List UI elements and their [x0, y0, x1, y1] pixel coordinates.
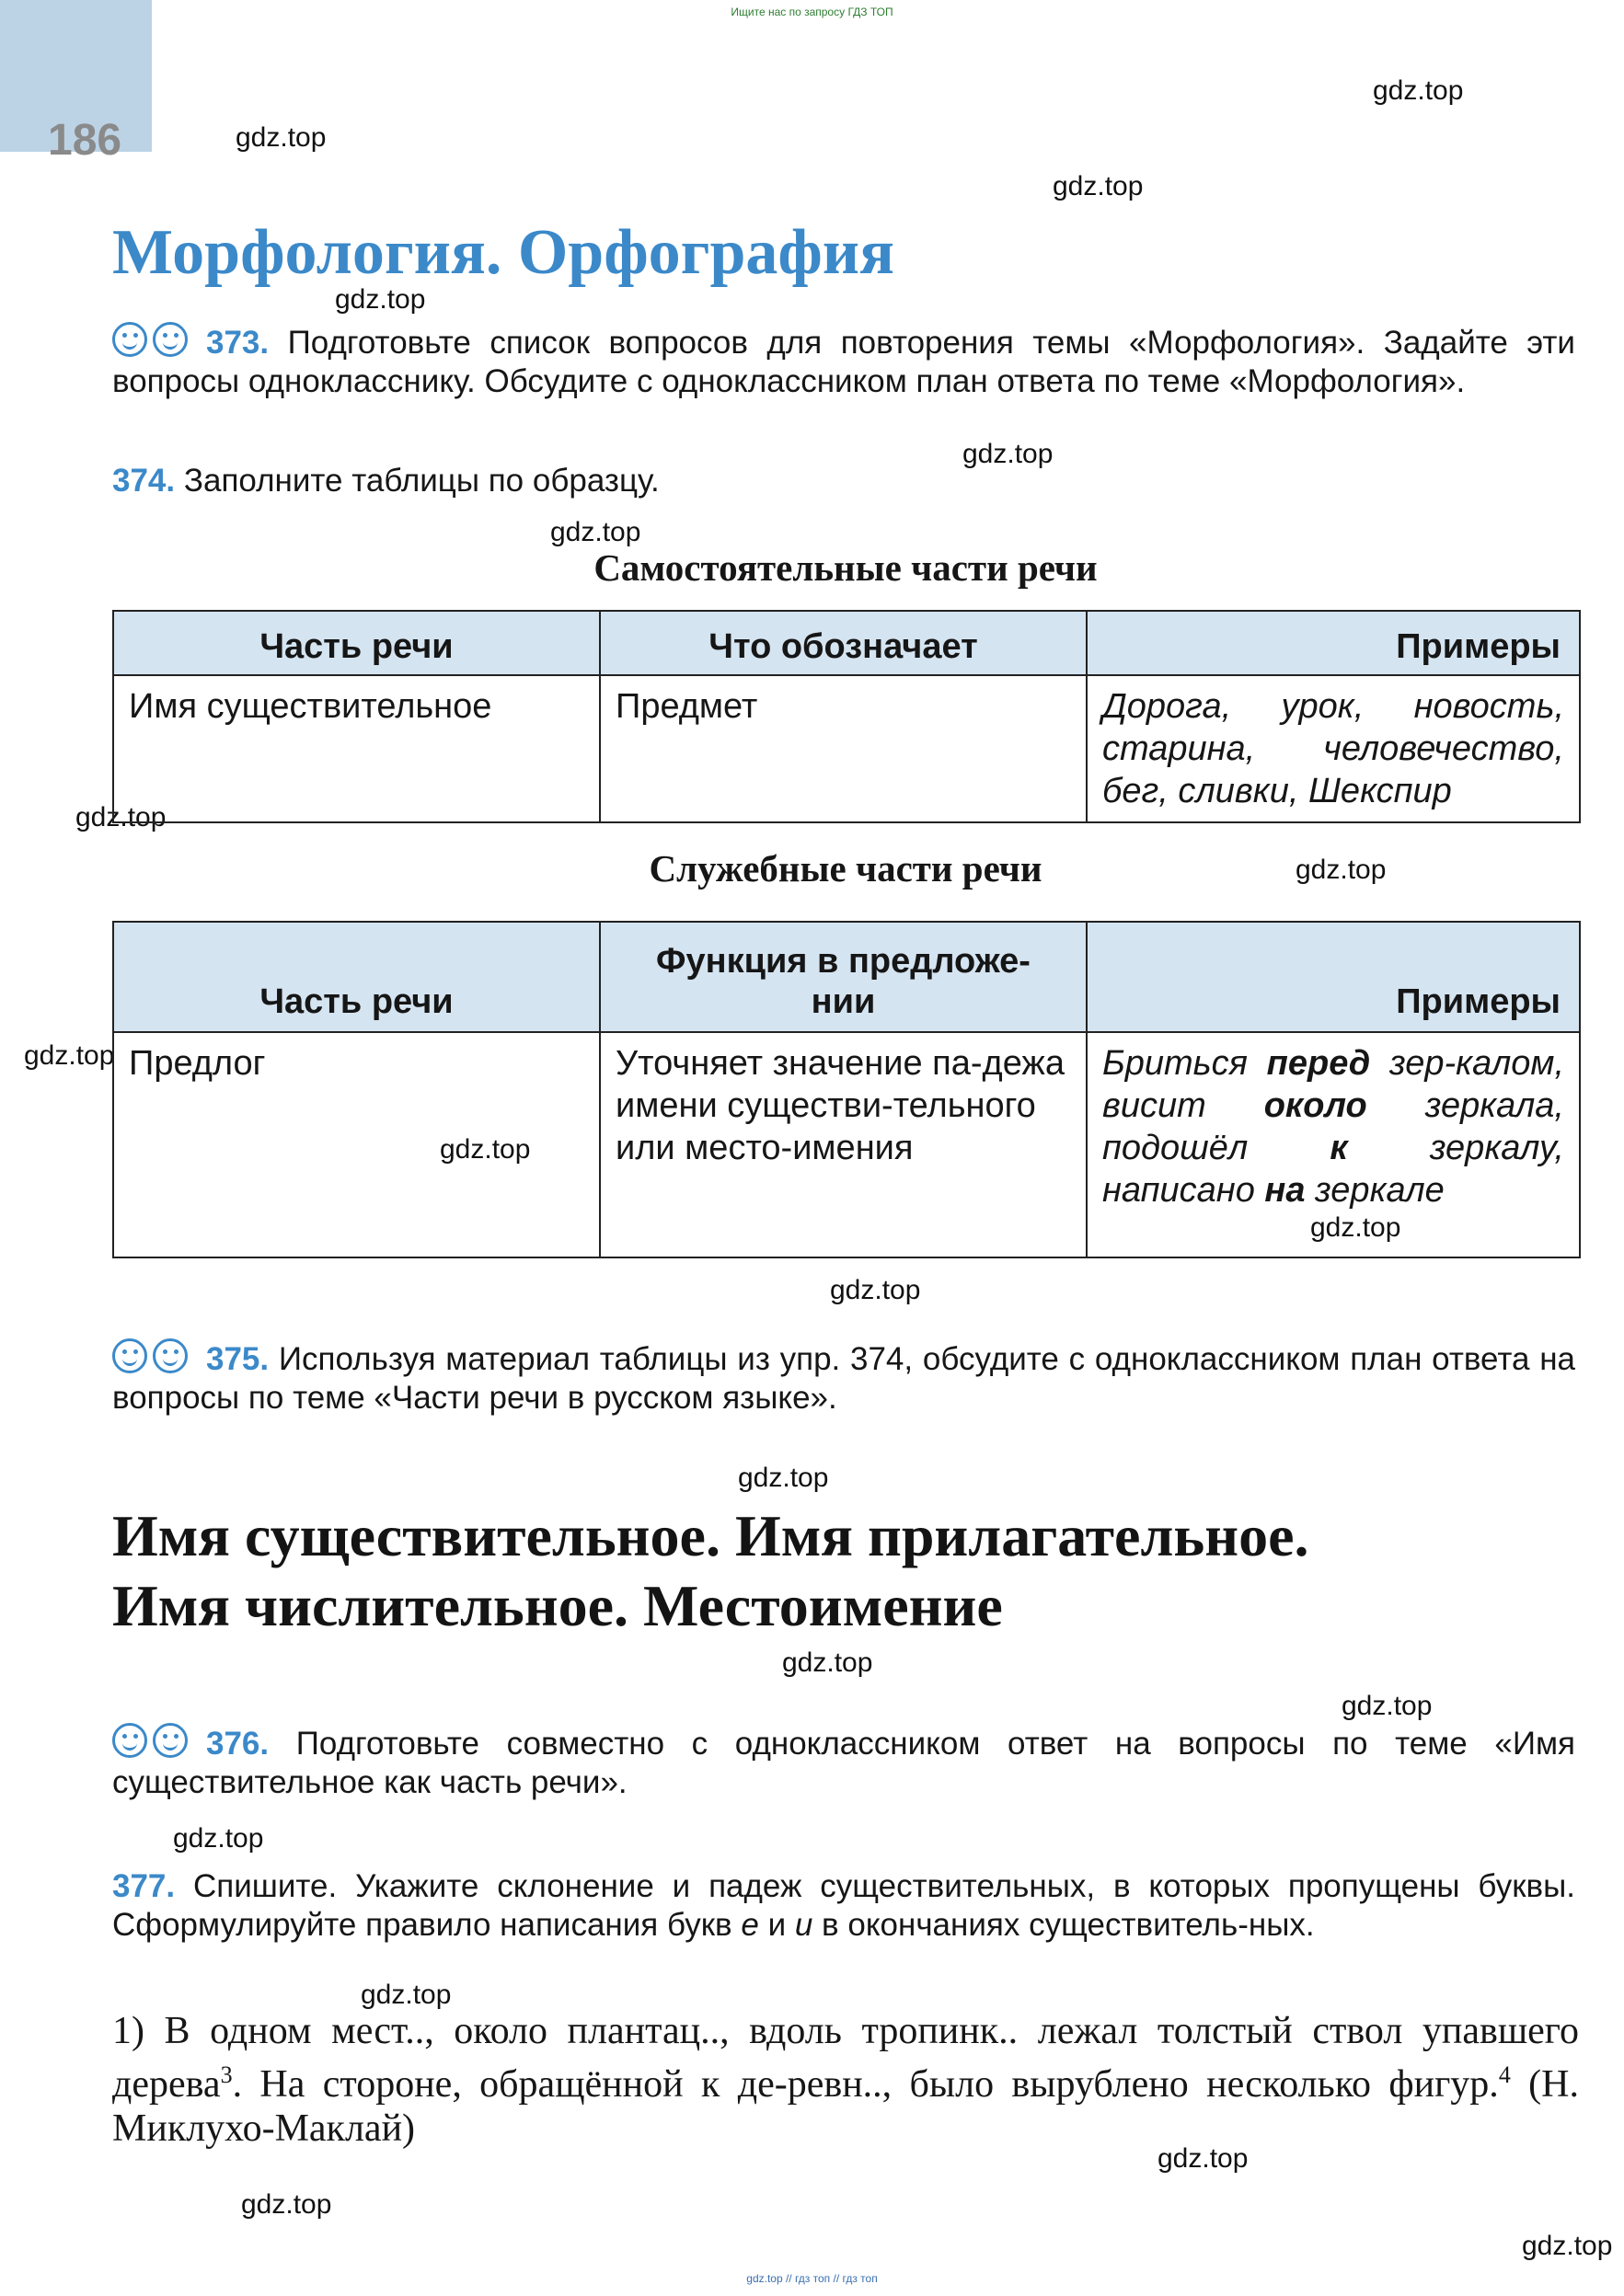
- passage-author: (Н. Миклухо-Маклай): [112, 2063, 1579, 2150]
- column-header: Примеры: [1087, 922, 1580, 1032]
- preposition-highlight: на: [1264, 1171, 1306, 1210]
- exercise-376: [112, 1723, 1575, 1802]
- watermark: gdz.top: [241, 2189, 332, 2220]
- exercise-375: [112, 1338, 1575, 1418]
- column-header: Часть речи: [113, 922, 600, 1032]
- table-cell: Уточняет значение па-дежа имени существи-тельного или место-имения: [600, 1032, 1087, 1257]
- section-title-nouns: [112, 1501, 1579, 1641]
- table-independent-parts: [112, 610, 1581, 823]
- watermark: gdz.top: [173, 1823, 264, 1854]
- exercise-373: [112, 322, 1575, 401]
- watermark: gdz.top: [236, 122, 327, 153]
- example-text: Бриться: [1102, 1044, 1267, 1083]
- pair-work-icon: [112, 1723, 188, 1758]
- table2-caption: Служебные части речи: [649, 847, 1042, 890]
- passage-1: [112, 2009, 1579, 2151]
- exercise-number: 373.: [206, 325, 270, 361]
- watermark: gdz.top: [1342, 1691, 1433, 1721]
- watermark: gdz.top: [738, 1463, 829, 1493]
- watermark: gdz.top: [782, 1647, 873, 1678]
- watermark: gdz.top: [1522, 2231, 1613, 2261]
- watermark: gdz.top: [1373, 75, 1464, 106]
- exercise-text: Заполните таблицы по образцу.: [183, 463, 660, 499]
- column-header: Функция в предложе-нии: [600, 922, 1087, 1032]
- table-cell: Дорога, урок, новость, старина, человечество, бег, сливки, Шекспир: [1087, 675, 1580, 822]
- table-auxiliary-parts: [112, 921, 1581, 1258]
- example-text: зеркала, подошёл: [1102, 1086, 1564, 1167]
- pair-work-icon: [112, 322, 188, 357]
- table-cell: Предлог: [113, 1032, 600, 1257]
- table1-caption: Самостоятельные части речи: [593, 546, 1098, 589]
- footnote-ref: 3: [220, 2061, 233, 2088]
- example-text: зеркале: [1305, 1171, 1445, 1210]
- exercise-377: [112, 1867, 1575, 1945]
- column-header: Часть речи: [113, 611, 600, 675]
- letter: е: [741, 1907, 759, 1943]
- exercise-text: в окончаниях существитель-ных.: [812, 1907, 1315, 1943]
- top-note: Ищите нас по запросу ГДЗ ТОП: [731, 6, 893, 18]
- exercise-number: 374.: [112, 463, 176, 499]
- page-number: 186: [48, 116, 122, 165]
- pair-work-icon: [112, 1338, 188, 1373]
- preposition-highlight: около: [1263, 1086, 1367, 1125]
- exercise-text: Используя материал таблицы из упр. 374, обсудите с одноклассником план ответа на вопросы по теме «Части речи в русском языке».: [112, 1341, 1575, 1416]
- watermark: gdz.top: [1158, 2143, 1249, 2174]
- watermark: gdz.top: [830, 1275, 921, 1305]
- exercise-text: Подготовьте совместно с одноклассником ответ на вопросы по теме «Имя существительное как часть речи».: [112, 1726, 1575, 1800]
- example-text: зер-калом, висит: [1102, 1044, 1564, 1125]
- exercise-374: [112, 462, 1575, 500]
- passage-text: 1) В одном мест.., около плантац.., вдоль тропинк.. лежал толстый ствол упавшего дерева: [112, 2010, 1579, 2106]
- exercise-number: 377.: [112, 1868, 176, 1904]
- preposition-highlight: к: [1330, 1129, 1348, 1167]
- exercise-text: и: [758, 1907, 795, 1943]
- section-title-morphology: Морфология. Орфография: [112, 217, 895, 288]
- exercise-number: 375.: [206, 1341, 270, 1377]
- example-text: зеркалу, написано: [1102, 1129, 1564, 1210]
- column-header: Примеры: [1087, 611, 1580, 675]
- exercise-text: Подготовьте список вопросов для повторения темы «Морфология». Задайте эти вопросы однокласснику. Обсудите с одноклассником план ответа по теме «Морфология».: [112, 325, 1575, 399]
- watermark: gdz.top: [335, 284, 426, 315]
- letter: и: [794, 1907, 813, 1943]
- watermark: gdz.top: [75, 802, 167, 832]
- watermark: gdz.top: [1296, 855, 1387, 885]
- section-title-line: Имя существительное. Имя прилагательное.: [112, 1503, 1309, 1568]
- passage-text: . На стороне, обращённой к де-ревн.., было вырублено несколько фигур.: [232, 2063, 1499, 2106]
- exercise-number: 376.: [206, 1726, 270, 1762]
- exercise-text: Спишите. Укажите склонение и падеж существительных, в которых пропущены буквы. Сформулируйте правило написания букв: [112, 1868, 1575, 1943]
- footnote-ref: 4: [1498, 2061, 1511, 2088]
- section-title-line: Имя числительное. Местоимение: [112, 1573, 1003, 1638]
- watermark: gdz.top: [361, 1980, 452, 2010]
- column-header: Что обозначает: [600, 611, 1087, 675]
- table-cell: Имя существительное: [113, 675, 600, 822]
- watermark: gdz.top: [962, 439, 1054, 469]
- watermark: gdz.top: [1053, 171, 1144, 201]
- watermark: gdz.top: [550, 517, 641, 547]
- table-cell: Предмет: [600, 675, 1087, 822]
- preposition-highlight: перед: [1266, 1044, 1371, 1083]
- table-cell: [1087, 1032, 1580, 1257]
- bottom-note: gdz.top // гдз топ // гдз топ: [746, 2272, 878, 2285]
- watermark: gdz.top: [440, 1134, 531, 1165]
- watermark: gdz.top: [1310, 1212, 1401, 1243]
- watermark: gdz.top: [24, 1040, 115, 1071]
